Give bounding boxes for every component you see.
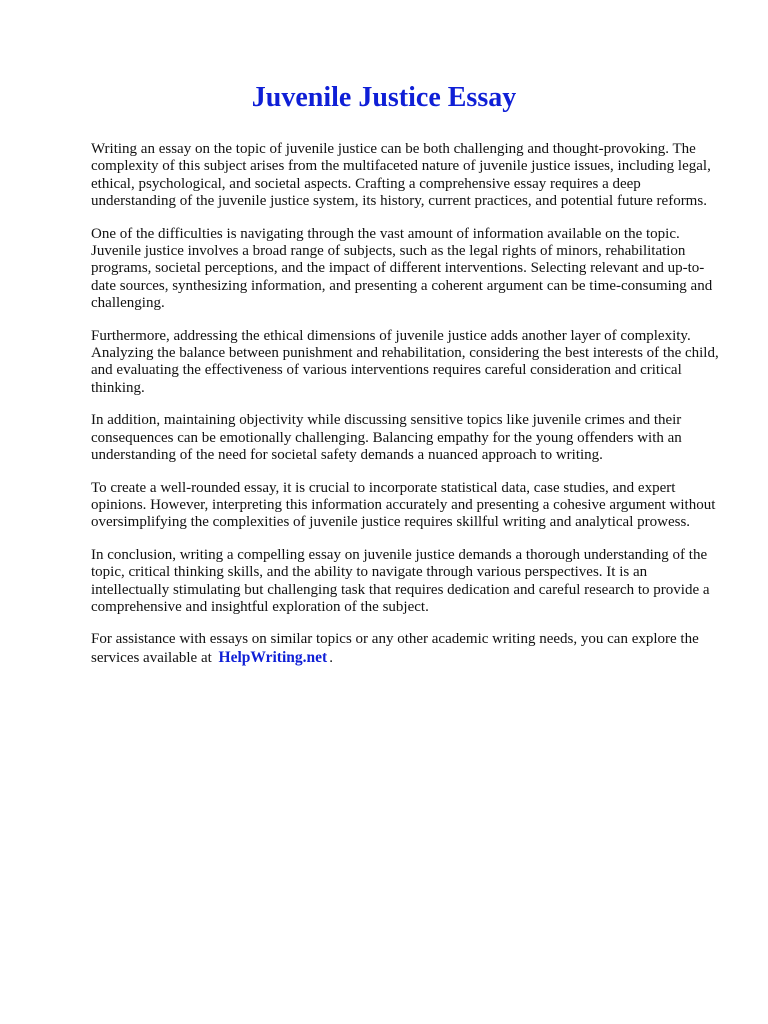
document-body (91, 141, 723, 667)
paragraph-well-rounded: To create a well-rounded essay, it is crucial to incorporate statistical data, case studies, and expert opinions. However, interpreting this information accurately and presenting a cohesive argument without oversimplifying the complexities of juvenile justice requires skillful writing and analytical prowess. (91, 479, 716, 531)
closing-period: . (329, 649, 333, 666)
document-title: Juvenile Justice Essay (251, 82, 517, 113)
paragraph-difficulties: One of the difficulties is navigating through the vast amount of information available on the topic. Juvenile justice involves a broad range of subjects, such as the legal rights of minors, rehabilitation programs, societal perceptions, and the impact of different interventions. Selecting relevant and up-to-date sources, synthesizing information, and presenting a coherent argument can be time-consuming and challenging. (91, 225, 713, 312)
paragraph-ethics: Furthermore, addressing the ethical dimensions of juvenile justice adds another layer of complexity. Analyzing the balance between punishment and rehabilitation, considering the best interests of the child, and evaluating the effectiveness of various interventions requires careful consideration and critical thinking. (91, 327, 719, 396)
paragraph-intro: Writing an essay on the topic of juvenile justice can be both challenging and thought-provoking. The complexity of this subject arises from the multifaceted nature of juvenile justice issues, including legal, ethical, psychological, and societal aspects. Crafting a comprehensive essay requires a deep understanding of the juvenile justice system, its history, current practices, and potential future reforms. (91, 141, 711, 210)
helpwriting-link[interactable]: HelpWriting.net (218, 648, 328, 666)
paragraph-closing (91, 631, 723, 667)
paragraph-objectivity: In addition, maintaining objectivity while discussing sensitive topics like juvenile crimes and their consequences can be emotionally challenging. Balancing empathy for the young offenders with an understanding of the need for societal safety demands a nuanced approach to writing. (91, 412, 682, 464)
closing-text: For assistance with essays on similar topics or any other academic writing needs, you can explore the services available at (91, 631, 699, 666)
paragraph-conclusion: In conclusion, writing a compelling essay on juvenile justice demands a thorough understanding of the topic, critical thinking skills, and the ability to navigate through various perspectives. It is an intellectually stimulating but challenging task that requires dedication and careful research to provide a comprehensive and insightful exploration of the subject. (91, 546, 710, 615)
